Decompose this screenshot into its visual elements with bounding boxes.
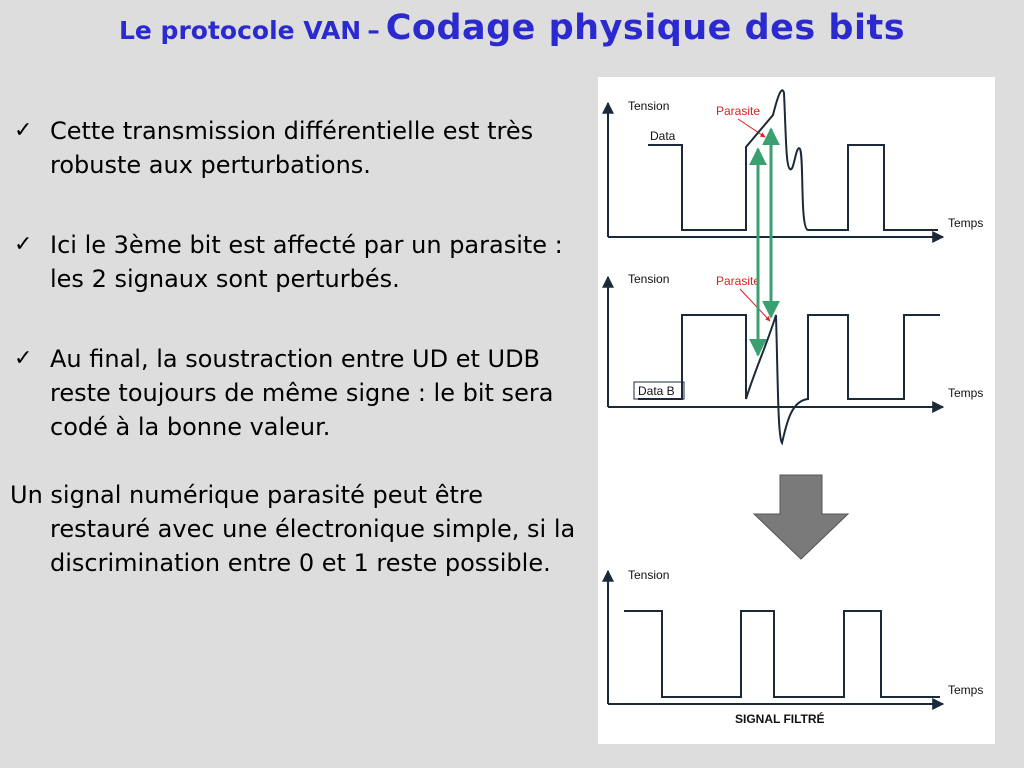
parasite-label: Parasite <box>716 104 761 118</box>
text-column <box>10 114 585 580</box>
bottom-chart <box>608 568 983 726</box>
x-axis-label: Temps <box>948 683 984 697</box>
title-main: Codage physique des bits <box>385 8 906 48</box>
bullet-text: Ici le 3ème bit est affecté par un parasite : les 2 signaux sont perturbés. <box>50 231 563 293</box>
caption: SIGNAL FILTRÉ <box>735 712 825 726</box>
top-chart <box>608 90 983 237</box>
data-signal <box>648 90 938 230</box>
difference-arrows <box>758 129 771 355</box>
bullet-item <box>10 114 585 182</box>
signal-label: Data B <box>638 384 675 398</box>
bullet-text: Au final, la soustraction entre UD et UDB reste toujours de même signe : le bit sera codé à la bonne valeur. <box>50 345 554 441</box>
conclusion-paragraph: Un signal numérique parasité peut être restauré avec une électronique simple, si la discrimination entre 0 et 1 reste possible. <box>10 481 576 577</box>
signal-diagram <box>598 77 995 744</box>
data-b-signal <box>638 315 940 443</box>
x-axis-label: Temps <box>948 216 984 230</box>
signal-label: Data <box>650 129 676 143</box>
parasite-pointer <box>740 289 770 321</box>
check-icon: ✓ <box>14 346 33 371</box>
check-icon: ✓ <box>14 232 33 257</box>
y-axis-label: Tension <box>628 272 670 286</box>
title-separator: – <box>367 16 380 45</box>
y-axis-label: Tension <box>628 568 670 582</box>
parasite-label: Parasite <box>716 274 761 288</box>
y-axis-label: Tension <box>628 99 670 113</box>
bullet-item <box>10 342 585 444</box>
down-arrow-icon <box>754 475 848 559</box>
filtered-signal <box>624 611 940 697</box>
x-axis-label: Temps <box>948 386 984 400</box>
slide-title <box>0 8 1024 48</box>
middle-chart <box>608 272 983 443</box>
signal-figure <box>598 77 995 744</box>
check-icon: ✓ <box>14 118 33 143</box>
bullet-item <box>10 228 585 296</box>
title-prefix: Le protocole VAN <box>118 16 362 45</box>
bullet-text: Cette transmission différentielle est très robuste aux perturbations. <box>50 117 534 179</box>
